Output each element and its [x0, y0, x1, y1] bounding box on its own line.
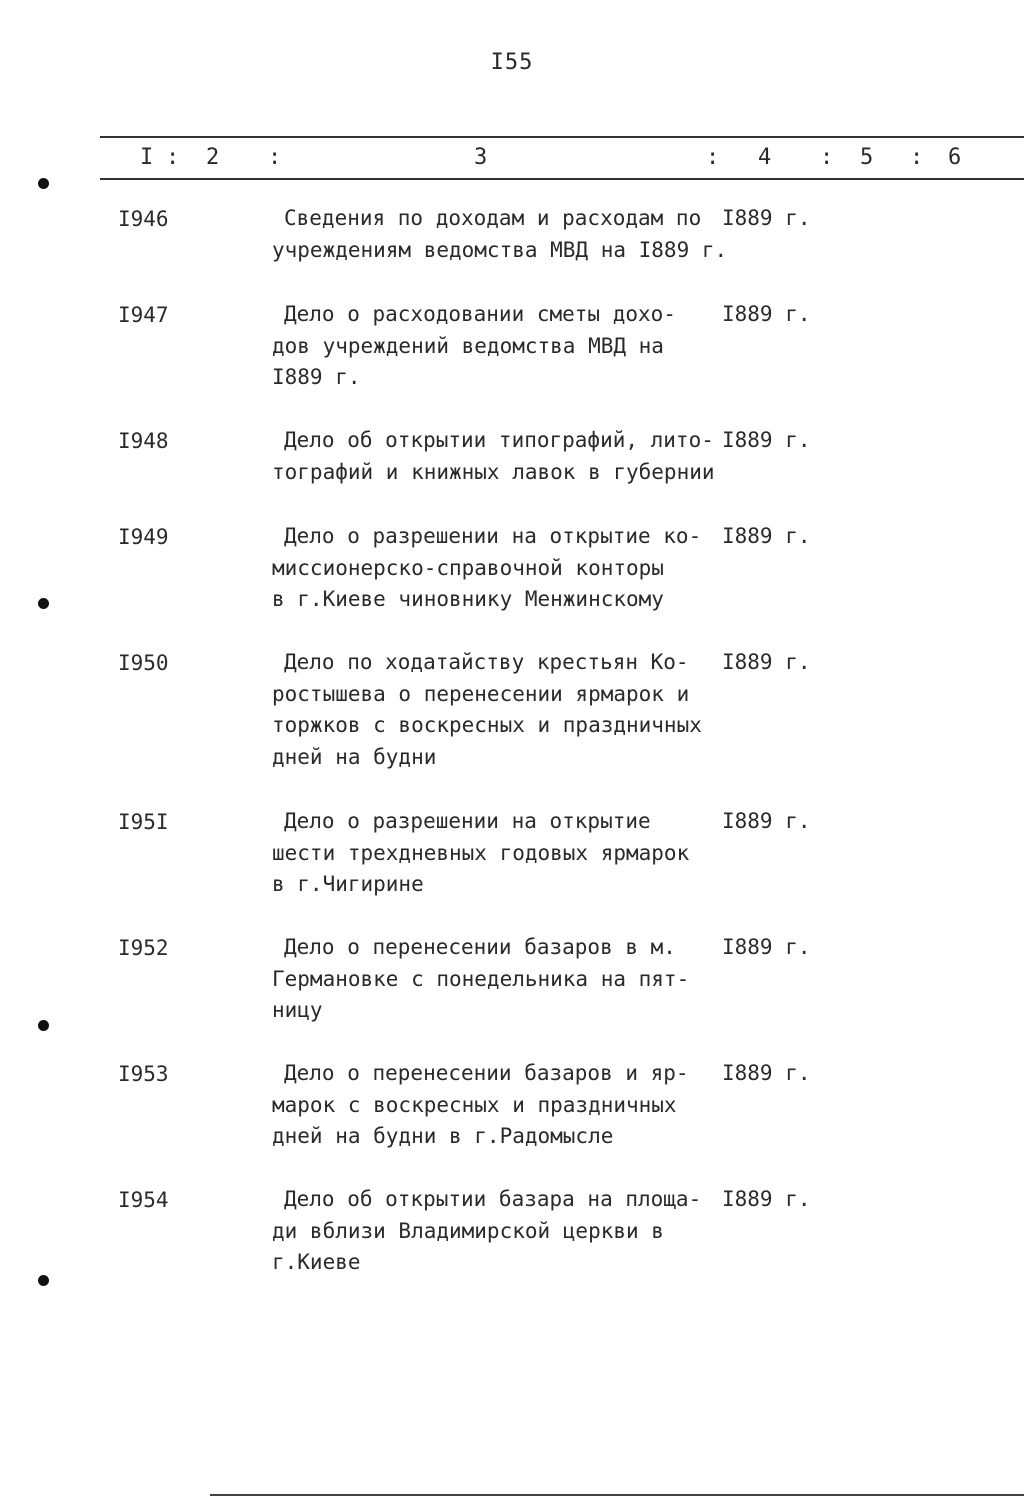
description-line: Дело о перенесении базаров и яр-: [284, 1061, 689, 1085]
description-line: Дело о разрешении на открытие ко-: [284, 524, 702, 548]
description-line: Германовке с понедельника на пят-: [272, 966, 690, 991]
description-line: Дело о разрешении на открытие: [284, 809, 651, 833]
description-line: Сведения по доходам и расходам по: [284, 206, 702, 230]
entry-year: I889 г.: [722, 1187, 811, 1211]
entry-description: [272, 425, 732, 488]
description-line: Дело о расходовании сметы дохо-: [284, 302, 676, 326]
description-line: ростышева о перенесении ярмарок и: [272, 681, 690, 706]
entry-number: I954: [118, 1188, 169, 1212]
description-line: ницу: [272, 998, 323, 1022]
header-col-6: 6: [948, 145, 962, 170]
entry-number: I952: [118, 936, 169, 960]
entry-year: I889 г.: [722, 524, 811, 548]
binding-hole-mark: [38, 598, 49, 609]
header-col-2: 2: [206, 145, 220, 170]
entry-year: I889 г.: [722, 206, 811, 230]
entry-description: [272, 299, 732, 394]
description-line: в г.Киеве чиновнику Менжинскому: [272, 587, 664, 611]
header-separator: :: [706, 145, 720, 170]
entry-year: I889 г.: [722, 1061, 811, 1085]
entry-description: [272, 932, 732, 1027]
entry-number: I946: [118, 207, 169, 231]
entry-year: I889 г.: [722, 428, 811, 452]
entry-year: I889 г.: [722, 809, 811, 833]
entry-year: I889 г.: [722, 935, 811, 959]
entry-number: I950: [118, 651, 169, 675]
entry-number: I947: [118, 303, 169, 327]
entry-description: [272, 647, 732, 773]
description-line: шести трехдневных годовых ярмарок: [272, 840, 690, 865]
binding-hole-mark: [38, 1020, 49, 1031]
header-col-5: 5: [860, 145, 874, 170]
description-line: дов учреждений ведомства МВД на: [272, 333, 664, 358]
header-separator: :: [820, 145, 834, 170]
description-line: миссионерско-справочной конторы: [272, 555, 664, 580]
entry-description: [272, 521, 732, 616]
description-line: Дело об открытии базара на площа-: [284, 1187, 702, 1211]
entry-number: I95I: [118, 810, 169, 834]
description-line: тографий и книжных лавок в губернии: [272, 459, 715, 484]
description-line: Дело о перенесении базаров в м.: [284, 935, 676, 959]
entry-description: [272, 806, 732, 901]
footer-rule: [210, 1494, 1024, 1496]
description-line: Дело об открытии типографий, лито-: [284, 428, 714, 452]
description-line: I889 г.: [272, 365, 361, 389]
description-line: марок с воскресных и праздничных: [272, 1092, 677, 1117]
entry-year: I889 г.: [722, 302, 811, 326]
binding-hole-mark: [38, 178, 49, 189]
header-separator: :: [268, 145, 282, 170]
header-col-1: I: [140, 145, 154, 170]
entry-number: I948: [118, 429, 169, 453]
entry-number: I949: [118, 525, 169, 549]
header-top-rule: [100, 136, 1024, 138]
header-col-4: 4: [758, 145, 772, 170]
entry-number: I953: [118, 1062, 169, 1086]
description-line: г.Киеве: [272, 1250, 361, 1274]
description-line: учреждениям ведомства МВД на I889 г.: [272, 237, 728, 262]
description-line: Дело по ходатайству крестьян Ко-: [284, 650, 689, 674]
description-line: в г.Чигирине: [272, 872, 424, 896]
binding-hole-mark: [38, 1275, 49, 1286]
header-bottom-rule: [100, 178, 1024, 180]
header-separator: :: [166, 145, 180, 170]
description-line: дней на будни: [272, 744, 437, 769]
description-line: дней на будни в г.Радомысле: [272, 1124, 614, 1148]
entry-description: [272, 203, 732, 266]
entry-year: I889 г.: [722, 650, 811, 674]
header-separator: :: [910, 145, 924, 170]
entry-description: [272, 1058, 732, 1153]
description-line: торжков с воскресных и праздничных: [272, 713, 702, 737]
description-line: ди вблизи Владимирской церкви в: [272, 1218, 664, 1243]
entry-description: [272, 1184, 732, 1279]
page-number: I55: [490, 50, 534, 75]
header-col-3: 3: [474, 145, 488, 170]
